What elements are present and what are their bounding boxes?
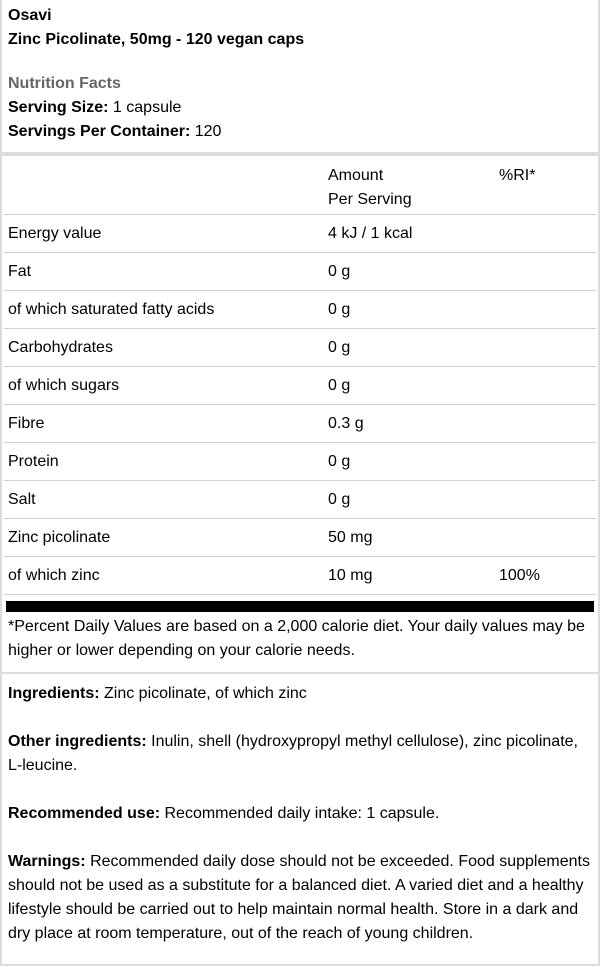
table-row <box>4 253 596 291</box>
warnings-label: Warnings: <box>8 853 86 870</box>
nutrient-name: Zinc picolinate <box>4 519 324 557</box>
nutrient-name: Fibre <box>4 405 324 443</box>
nutrient-ri <box>495 367 596 405</box>
nutrient-ri <box>495 405 596 443</box>
recommended-use-text: Recommended daily intake: 1 capsule. <box>160 805 440 822</box>
nutrient-ri <box>495 481 596 519</box>
servings-per-container <box>8 120 592 144</box>
nutrition-table <box>4 160 596 595</box>
nutrient-name: Fat <box>4 253 324 291</box>
serving-size <box>8 96 592 120</box>
product-title: Zinc Picolinate, 50mg - 120 vegan caps <box>8 31 305 48</box>
nutrient-name: Energy value <box>4 215 324 253</box>
nutrient-name: Salt <box>4 481 324 519</box>
brand-name: Osavi <box>8 7 52 24</box>
nutrient-amount: 0 g <box>324 481 495 519</box>
nutrient-ri: 100% <box>495 557 596 595</box>
header-ri: %RI* <box>495 160 596 215</box>
nutrient-ri <box>495 443 596 481</box>
divider <box>2 152 598 156</box>
nutrient-name: of which saturated fatty acids <box>4 291 324 329</box>
warnings-paragraph <box>8 850 592 946</box>
serving-size-label: Serving Size: <box>8 99 109 116</box>
other-ingredients-paragraph <box>8 730 592 778</box>
header-section <box>2 0 598 152</box>
nutrient-amount: 50 mg <box>324 519 495 557</box>
nutrient-amount: 0 g <box>324 367 495 405</box>
table-row <box>4 329 596 367</box>
ingredients-paragraph <box>8 682 592 706</box>
warnings-text: Recommended daily dose should not be exceeded. Food supplements should not be used as a substitute for a balanced diet. A varied diet and a healthy lifestyle should be carried out to help maintain normal health. Store in a dark and dry place at room temperature, out of the reach of young children. <box>8 853 590 942</box>
table-row <box>4 215 596 253</box>
nutrient-name: of which sugars <box>4 367 324 405</box>
footnote: *Percent Daily Values are based on a 2,000 calorie diet. Your daily values may be higher or lower depending on your calorie needs. <box>8 618 585 659</box>
nutrient-name: Carbohydrates <box>4 329 324 367</box>
nutrient-amount: 0 g <box>324 329 495 367</box>
table-header-row <box>4 160 596 215</box>
nutrient-name: Protein <box>4 443 324 481</box>
nutrient-ri <box>495 253 596 291</box>
other-ingredients-text: Inulin, shell (hydroxypropyl methyl cellulose), zinc picolinate, L-leucine. <box>8 733 578 774</box>
table-row <box>4 443 596 481</box>
recommended-use-label: Recommended use: <box>8 805 161 822</box>
header-amount-line1: Amount <box>328 167 384 184</box>
servings-value: 120 <box>190 123 222 140</box>
nutrient-ri <box>495 291 596 329</box>
header-blank-cell <box>4 160 324 215</box>
nutrient-amount: 0 g <box>324 291 495 329</box>
table-row <box>4 519 596 557</box>
info-section <box>2 674 598 946</box>
nutrient-amount: 4 kJ / 1 kcal <box>324 215 495 253</box>
serving-size-value: 1 capsule <box>108 99 182 116</box>
nutrient-amount: 0 g <box>324 253 495 291</box>
nutrient-ri <box>495 215 596 253</box>
table-row <box>4 405 596 443</box>
ingredients-label: Ingredients: <box>8 685 100 702</box>
nutrient-ri <box>495 519 596 557</box>
table-row <box>4 557 596 595</box>
ingredients-text: Zinc picolinate, of which zinc <box>99 685 307 702</box>
table-row <box>4 367 596 405</box>
nutrient-amount: 0 g <box>324 443 495 481</box>
header-amount-line2: Per Serving <box>328 191 412 208</box>
servings-label: Servings Per Container: <box>8 123 191 140</box>
nutrient-amount: 0.3 g <box>324 405 495 443</box>
thick-black-divider <box>6 601 594 612</box>
table-row <box>4 291 596 329</box>
facts-title: Nutrition Facts <box>8 75 121 92</box>
recommended-use-paragraph <box>8 802 592 826</box>
header-amount <box>324 160 495 215</box>
nutrient-ri <box>495 329 596 367</box>
table-row <box>4 481 596 519</box>
other-ingredients-label: Other ingredients: <box>8 733 147 750</box>
nutrient-amount: 10 mg <box>324 557 495 595</box>
nutrient-name: of which zinc <box>4 557 324 595</box>
